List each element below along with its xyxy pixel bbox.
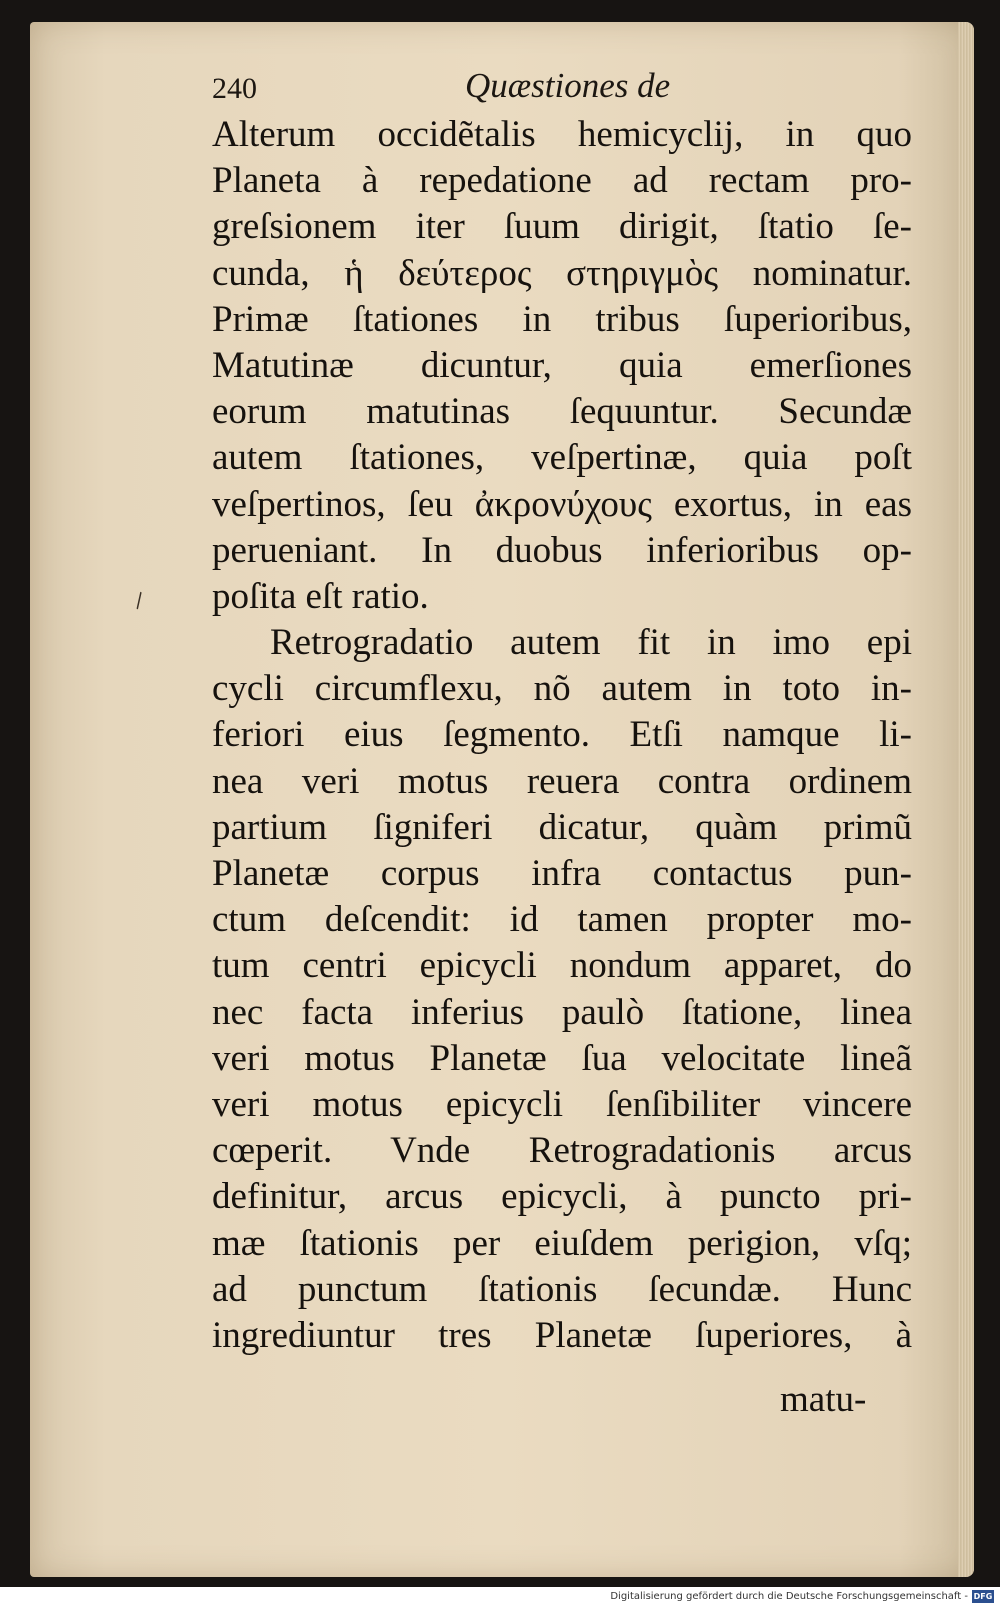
text-line: Planeta à repedatione ad rectam pro- <box>212 160 912 202</box>
body-text <box>212 112 912 1359</box>
text-line: veri motus Planetæ ſua velocitate lineã <box>212 1037 912 1079</box>
catchword: matu- <box>780 1379 867 1420</box>
text-line: Alterum occidẽtalis hemicyclij, in quo <box>212 114 912 155</box>
margin-mark: \ <box>130 587 149 613</box>
text-line: Matutinæ dicuntur, quia emerſiones <box>212 344 912 386</box>
text-line: feriori eius ſegmento. Etſi namque li- <box>212 714 912 756</box>
text-line: cœperit. Vnde Retrogradationis arcus <box>212 1130 912 1172</box>
text-line: perueniant. In duobus inferioribus op- <box>212 529 912 571</box>
text-line: ad punctum ſtationis ſecundæ. Hunc <box>212 1268 912 1310</box>
text-line: Retrogradatio autem fit in imo epi <box>270 622 912 664</box>
text-line: greſsionem iter ſuum dirigit, ſtatio ſe- <box>212 206 912 248</box>
text-line: ctum deſcendit: id tamen propter mo- <box>212 899 912 941</box>
text-line: ingrediuntur tres Planetæ ſuperiores, à <box>212 1314 912 1356</box>
text-line: tum centri epicycli nondum apparet, do <box>212 945 912 987</box>
page-edge <box>958 22 974 1577</box>
text-line: Planetæ corpus infra contactus pun- <box>212 853 912 894</box>
text-line: veri motus epicycli ſenſibiliter vincere <box>212 1083 912 1125</box>
text-line: nea veri motus reuera contra ordinem <box>212 760 912 802</box>
running-head: Quæstiones de <box>465 66 671 105</box>
dfg-logo: DFG <box>973 1592 993 1601</box>
text-line: veſpertinos, ſeu ἀκρονύχους exortus, in eas <box>212 483 912 525</box>
page-number: 240 <box>212 72 257 105</box>
digitization-credit: Digitalisierung gefördert durch die Deutsche Forschungsgemeinschaft - <box>610 1591 968 1602</box>
page-header <box>212 66 692 110</box>
text-line: cycli circumflexu, nõ autem in toto in- <box>212 668 912 710</box>
text-line: autem ſtationes, veſpertinæ, quia poſt <box>212 437 912 479</box>
text-line: cunda, ἡ δεύτερος στηριγμὸς nominatur. <box>212 252 912 294</box>
text-line: definitur, arcus epicycli, à puncto pri- <box>212 1176 912 1218</box>
text-line: partium ſigniferi dicatur, quàm primũ <box>212 806 912 848</box>
text-line: Primæ ſtationes in tribus ſuperioribus, <box>212 298 912 340</box>
text-line: nec facta inferius paulò ſtatione, linea <box>212 991 912 1033</box>
text-line: eorum matutinas ſequuntur. Secundæ <box>212 391 912 433</box>
text-line: mæ ſtationis per eiuſdem perigion, vſq; <box>212 1222 912 1264</box>
text-line: poſita eſt ratio. <box>212 575 429 617</box>
